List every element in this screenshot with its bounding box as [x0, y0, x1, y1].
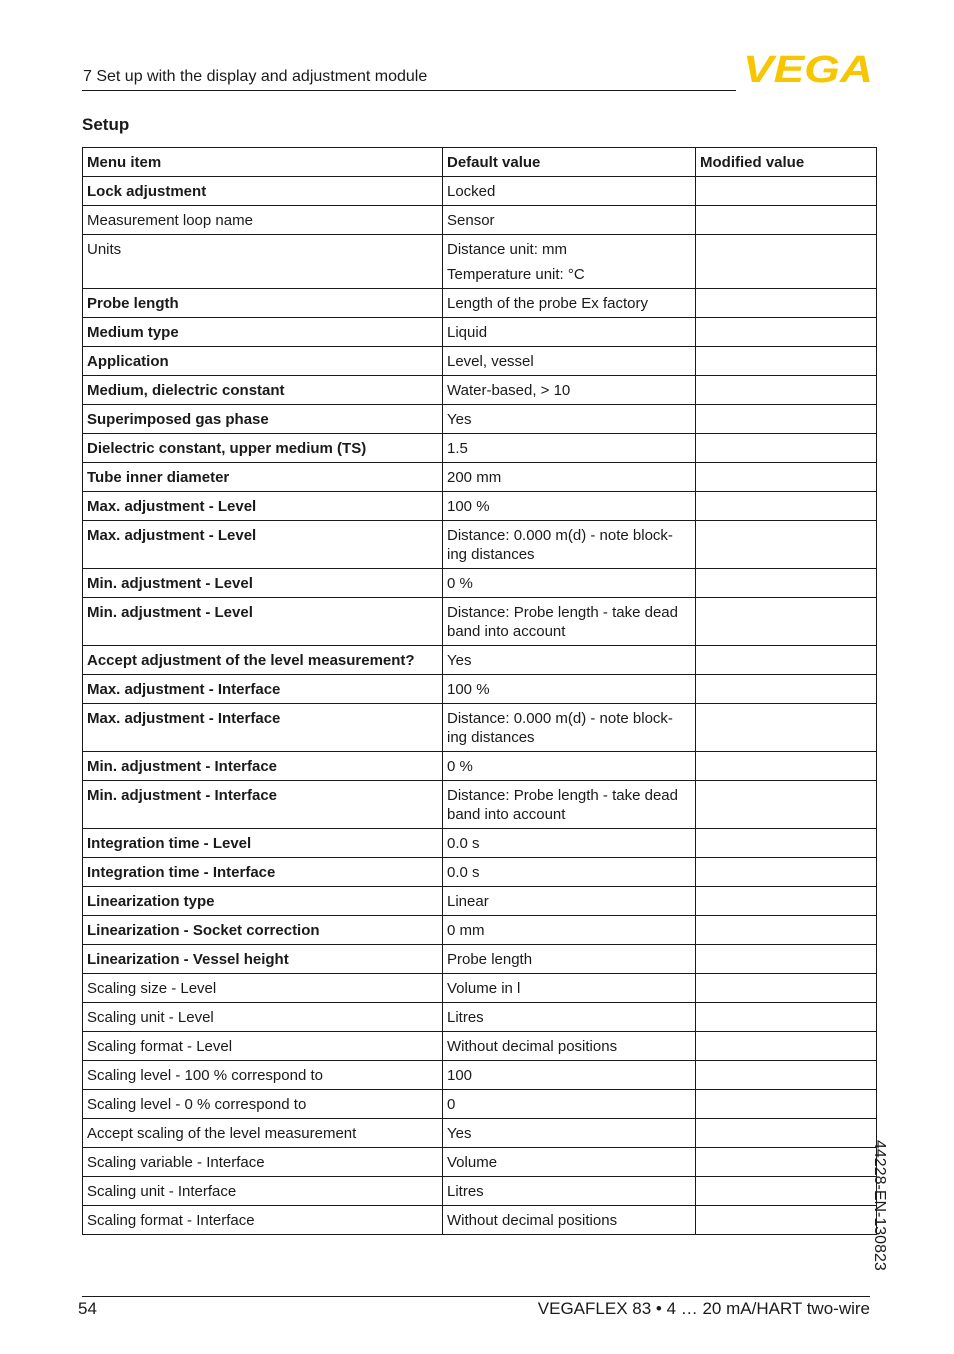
default-value-cell: [443, 405, 696, 434]
modified-value-cell: [696, 704, 877, 752]
menu-item-cell: Scaling variable - Interface: [83, 1148, 443, 1177]
table-row: [83, 887, 877, 916]
modified-value-cell: [696, 1119, 877, 1148]
table-row: [83, 347, 877, 376]
default-value-cell: [443, 704, 696, 752]
default-value-text: Without decimal positions: [447, 1212, 618, 1229]
default-value-text: Sensor: [447, 212, 495, 229]
modified-value-cell: [696, 376, 877, 405]
default-value-cell: [443, 1119, 696, 1148]
table-row: [83, 235, 877, 289]
default-value-text: 0: [447, 1096, 456, 1113]
default-value-cell: [443, 569, 696, 598]
default-value-text: Volume: [447, 1154, 498, 1171]
default-value-cell: [443, 829, 696, 858]
default-value-cell: [443, 646, 696, 675]
default-value-cell: [443, 916, 696, 945]
document-title: VEGAFLEX 83 • 4 … 20 mA/HART two-wire: [537, 1299, 870, 1318]
table-row: [83, 318, 877, 347]
modified-value-cell: [696, 858, 877, 887]
default-value-cell: [443, 1003, 696, 1032]
menu-item-cell: Dielectric constant, upper medium (TS): [83, 434, 443, 463]
table-row: [83, 598, 877, 646]
modified-value-cell: [696, 1090, 877, 1119]
modified-value-cell: [696, 318, 877, 347]
menu-item-cell: Tube inner diameter: [83, 463, 443, 492]
modified-value-cell: [696, 177, 877, 206]
header-divider: [82, 90, 736, 91]
table-row: [83, 492, 877, 521]
menu-item-cell: Medium type: [83, 318, 443, 347]
modified-value-cell: [696, 752, 877, 781]
table-row: [83, 434, 877, 463]
modified-value-cell: [696, 1148, 877, 1177]
default-value-text: 100: [447, 1067, 473, 1084]
default-value-text: Litres: [447, 1009, 484, 1026]
menu-item-cell: Probe length: [83, 289, 443, 318]
menu-item-cell: Scaling level - 0 % correspond to: [83, 1090, 443, 1119]
default-value-text: 0.0 s: [447, 864, 480, 881]
modified-value-cell: [696, 289, 877, 318]
modified-value-cell: [696, 1003, 877, 1032]
table-row: [83, 704, 877, 752]
menu-item-cell: Scaling format - Level: [83, 1032, 443, 1061]
setup-table: [82, 147, 877, 1235]
default-value-cell: [443, 318, 696, 347]
default-value-text: Yes: [447, 1125, 472, 1142]
modified-value-cell: [696, 916, 877, 945]
default-value-cell: [443, 1177, 696, 1206]
default-value-cell: [443, 1061, 696, 1090]
default-value-cell: [443, 177, 696, 206]
default-value-text: Water-based, > 10: [447, 382, 571, 399]
menu-item-cell: Scaling format - Interface: [83, 1206, 443, 1235]
modified-value-cell: [696, 463, 877, 492]
default-value-cell: [443, 289, 696, 318]
column-header-modified-value: Modified value: [696, 148, 877, 177]
default-value-text: Yes: [447, 411, 472, 428]
modified-value-cell: [696, 781, 877, 829]
default-value-cell: [443, 492, 696, 521]
column-header-default-value: Default value: [443, 148, 696, 177]
default-value-cell: [443, 858, 696, 887]
modified-value-cell: [696, 347, 877, 376]
table-row: [83, 1032, 877, 1061]
modified-value-cell: [696, 569, 877, 598]
modified-value-cell: [696, 829, 877, 858]
modified-value-cell: [696, 1061, 877, 1090]
modified-value-cell: [696, 206, 877, 235]
table-row: [83, 289, 877, 318]
default-value-text: Liquid: [447, 324, 488, 341]
default-value-cell: [443, 974, 696, 1003]
menu-item-cell: Scaling unit - Interface: [83, 1177, 443, 1206]
modified-value-cell: [696, 887, 877, 916]
table-row: [83, 1177, 877, 1206]
default-value-cell: [443, 675, 696, 704]
default-value-text: Distance unit: mm: [447, 241, 568, 258]
menu-item-cell: Min. adjustment - Interface: [83, 781, 443, 829]
default-value-text: Distance: 0.000 m(d) - note block-ing distances: [447, 527, 673, 563]
table-row: [83, 974, 877, 1003]
table-row: [83, 177, 877, 206]
default-value-text: 0.0 s: [447, 835, 480, 852]
table-row: [83, 206, 877, 235]
modified-value-cell: [696, 675, 877, 704]
table-row: [83, 945, 877, 974]
table-row: [83, 646, 877, 675]
default-value-text: Without decimal positions: [447, 1038, 618, 1055]
table-row: [83, 916, 877, 945]
footer-divider: [82, 1296, 870, 1297]
default-value-text: Level, vessel: [447, 353, 534, 370]
table-row: [83, 1206, 877, 1235]
default-value-cell: [443, 752, 696, 781]
default-value-text: Linear: [447, 893, 489, 910]
table-row: [83, 781, 877, 829]
table-row: [83, 1148, 877, 1177]
default-value-text: Distance: Probe length - take dead band into account: [447, 787, 678, 823]
modified-value-cell: [696, 434, 877, 463]
menu-item-cell: Accept adjustment of the level measurement?: [83, 646, 443, 675]
menu-item-cell: Min. adjustment - Level: [83, 569, 443, 598]
default-value-text: 0 %: [447, 575, 473, 592]
modified-value-cell: [696, 1032, 877, 1061]
menu-item-cell: Linearization - Vessel height: [83, 945, 443, 974]
menu-item-cell: Max. adjustment - Interface: [83, 704, 443, 752]
table-row: [83, 829, 877, 858]
page-number: 54: [78, 1299, 97, 1318]
default-value-cell: [443, 463, 696, 492]
default-value-cell: [443, 521, 696, 569]
default-value-cell: [443, 887, 696, 916]
default-value-cell: [443, 1032, 696, 1061]
menu-item-cell: Measurement loop name: [83, 206, 443, 235]
menu-item-cell: Max. adjustment - Interface: [83, 675, 443, 704]
default-value-cell: [443, 434, 696, 463]
default-value-cell: [443, 206, 696, 235]
default-value-text: 0 mm: [447, 922, 485, 939]
menu-item-cell: Integration time - Interface: [83, 858, 443, 887]
menu-item-cell: Application: [83, 347, 443, 376]
modified-value-cell: [696, 521, 877, 569]
default-value-text: Distance: Probe length - take dead band into account: [447, 604, 678, 640]
default-value-cell: [443, 781, 696, 829]
menu-item-cell: Superimposed gas phase: [83, 405, 443, 434]
modified-value-cell: [696, 974, 877, 1003]
vega-logo: [742, 52, 874, 84]
default-value-text: Yes: [447, 652, 472, 669]
default-value-cell: [443, 235, 696, 289]
menu-item-cell: Accept scaling of the level measurement: [83, 1119, 443, 1148]
menu-item-cell: Max. adjustment - Level: [83, 521, 443, 569]
default-value-cell: [443, 945, 696, 974]
default-value-cell: [443, 1206, 696, 1235]
default-value-cell: [443, 376, 696, 405]
chapter-title: 7 Set up with the display and adjustment module: [83, 68, 428, 85]
menu-item-cell: Min. adjustment - Level: [83, 598, 443, 646]
modified-value-cell: [696, 646, 877, 675]
modified-value-cell: [696, 405, 877, 434]
default-value-text: Litres: [447, 1183, 484, 1200]
column-header-menu-item: Menu item: [83, 148, 443, 177]
modified-value-cell: [696, 492, 877, 521]
default-value-text: Length of the probe Ex factory: [447, 295, 648, 312]
menu-item-cell: Integration time - Level: [83, 829, 443, 858]
menu-item-cell: Min. adjustment - Interface: [83, 752, 443, 781]
menu-item-cell: Scaling unit - Level: [83, 1003, 443, 1032]
table-row: [83, 405, 877, 434]
menu-item-cell: Linearization - Socket correction: [83, 916, 443, 945]
table-row: [83, 569, 877, 598]
default-value-text: Distance: 0.000 m(d) - note block-ing distances: [447, 710, 673, 746]
default-value-cell: [443, 1148, 696, 1177]
table-row: [83, 1061, 877, 1090]
default-value-cell: [443, 1090, 696, 1119]
default-value-cell: [443, 598, 696, 646]
default-value-text: 0 %: [447, 758, 473, 775]
table-row: [83, 1003, 877, 1032]
table-row: [83, 675, 877, 704]
table-row: [83, 752, 877, 781]
table-row: [83, 521, 877, 569]
modified-value-cell: [696, 598, 877, 646]
menu-item-cell: Medium, dielectric constant: [83, 376, 443, 405]
menu-item-cell: Lock adjustment: [83, 177, 443, 206]
default-value-text: Volume in l: [447, 980, 521, 997]
default-value-text: 200 mm: [447, 469, 502, 486]
default-value-text: Probe length: [447, 951, 533, 968]
menu-item-cell: Scaling size - Level: [83, 974, 443, 1003]
menu-item-cell: Scaling level - 100 % correspond to: [83, 1061, 443, 1090]
table-header-row: [83, 148, 877, 177]
table-row: [83, 463, 877, 492]
default-value-cell: [443, 347, 696, 376]
default-value-text: 100 %: [447, 681, 490, 698]
table-row: [83, 376, 877, 405]
table-row: [83, 858, 877, 887]
menu-item-cell: Max. adjustment - Level: [83, 492, 443, 521]
menu-item-cell: Linearization type: [83, 887, 443, 916]
default-value-text: 1.5: [447, 440, 468, 457]
modified-value-cell: [696, 945, 877, 974]
default-value-text: Temperature unit: °C: [447, 266, 585, 283]
default-value-text: 100 %: [447, 498, 490, 515]
default-value-text: Locked: [447, 183, 496, 200]
vega-logo-text: VEGA: [743, 52, 873, 84]
table-row: [83, 1119, 877, 1148]
menu-item-cell: Units: [83, 235, 443, 289]
section-title: Setup: [82, 115, 130, 134]
document-code: 44228-EN-130823: [871, 1140, 888, 1271]
modified-value-cell: [696, 1206, 877, 1235]
modified-value-cell: [696, 235, 877, 289]
modified-value-cell: [696, 1177, 877, 1206]
table-row: [83, 1090, 877, 1119]
